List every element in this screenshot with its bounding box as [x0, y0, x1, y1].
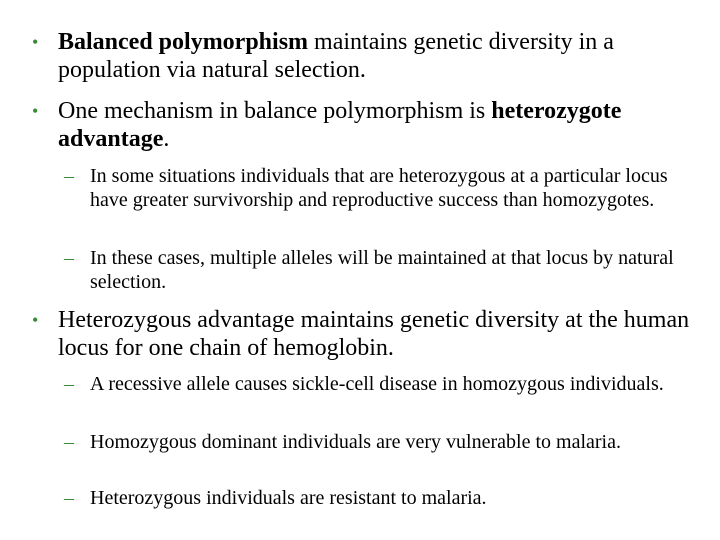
bullet-text: maintains genetic diversity in a population via natural selection. — [58, 29, 614, 83]
sub-bullet-marker: – — [64, 373, 74, 395]
sub-bullet-text: A recessive allele causes sickle-cell disease in homozygous individuals. — [90, 373, 664, 395]
sub-bullet-alleles-maintained — [64, 246, 695, 294]
bold-term: Balanced polymorphism — [58, 29, 309, 55]
bullet-text: Heterozygous advantage maintains genetic diversity at the human locus for one chain of hemoglobin. — [58, 307, 690, 361]
sub-bullet-malaria-resistant — [64, 486, 695, 510]
bullet-marker: • — [32, 101, 39, 121]
sub-bullet-marker: – — [64, 247, 74, 269]
bullet-mechanism — [32, 97, 698, 153]
sub-bullet-survivorship — [64, 164, 695, 212]
sub-bullet-marker: – — [64, 431, 74, 453]
sub-bullet-text: Heterozygous individuals are resistant to malaria. — [90, 487, 487, 509]
bullet-marker: • — [32, 310, 39, 330]
sub-bullet-marker: – — [64, 165, 74, 187]
sub-bullet-text: In these cases, multiple alleles will be maintained at that locus by natural selection. — [90, 247, 674, 293]
bullet-balanced-polymorphism — [32, 28, 698, 84]
sub-bullet-sickle-cell — [64, 372, 695, 396]
bullet-heterozygous-advantage — [32, 306, 698, 362]
bullet-marker: • — [32, 32, 39, 52]
bold-term: heterozygote advantage — [58, 98, 622, 152]
bullet-end: . — [163, 126, 170, 152]
sub-bullet-malaria-vulnerable — [64, 430, 695, 454]
sub-bullet-marker: – — [64, 487, 74, 509]
sub-bullet-text: Homozygous dominant individuals are very vulnerable to malaria. — [90, 431, 621, 453]
sub-bullet-text: In some situations individuals that are heterozygous at a particular locus have greater survivorship and reproductive success than homozygotes. — [90, 165, 668, 211]
bullet-text: One mechanism in balance polymorphism is — [58, 98, 492, 124]
